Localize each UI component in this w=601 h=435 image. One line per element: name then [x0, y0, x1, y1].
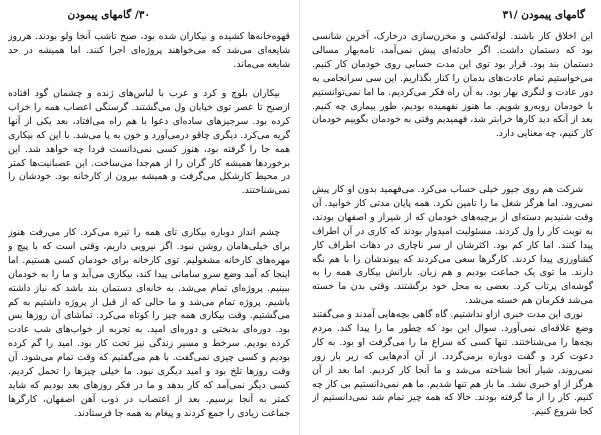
paragraph: بیکاران بلوچ و کرد و عرب با لباس‌های ژنده و چشمان گود افتاده ازصبح تا عصر توی خیابان ول می‌گشتند. گرسنگی اعصاب همه را خراب کرده بود. سرجیزهای ساده‌ای دعوا با هم راه می‌افتاد، بعد یکی از آنها گریه می‌کرد. دیگری چاقو درمی‌آورد و خون به پا می‌شد. با این که بیکاری همه جا را گرفته بود، هنوز کسی نمی‌دانست فردا چه خواهد شد. این برخوردها همیشه کار گران را از هم‌جدا می‌ساخت. این عصبانیت‌ها کمتر در محیط کارشکل می‌گرفت و همیشه بیرون از کارخانه بود. خودشان را نمی‌شناختند.: [8, 88, 290, 197]
page-header: گامهای پیمودن /۳۱: [502, 9, 585, 21]
paragraph: شرکت هم روی جیور خیلی حساب می‌کرد. می‌فهمید بدون او کار پیش نمی‌رود. اما هرگز شغل ما را تامین نکرد. همه پایان مدتی کار خوابید. آن وقت شنیدیم دسته‌ای از برچیه‌های خودمان که از شیراز و اصفهان بودند، به نوبت کار را ول کردند. مسئولیت امیدوار بودند که کاری در آن اطراف پیدا کنند. اما کار کم بود. اکثرشان از سر ناچاری در دهات اطراف کار کشاورزی پیدا کردند. کارگرها سعی می‌کردند که پیوندشان را با هم نگه دارند. ما توی یک جماعت بودیم و هم زبان. بارانش بیکاری همه را به گوشه‌ای پرتاب کرد. بعضی به محل خود برگشتند. وقتی بدن ما خسته می‌شد فکرمان هم خسته می‌شد.: [312, 184, 593, 306]
paragraph: قهوه‌خانه‌ها کشیده و بیکاران شده بود، صبح تاشب آنجا ولو بودند. هرروز شایعه‌ای می‌شد که می‌خواهند پروژه‌ای اجرا کنند. اما همیشه در حد شایعه می‌ماند.: [8, 31, 290, 70]
right-page: [300, 0, 601, 435]
paragraph: چشم انداز دوباره بیکاری تای همه را تیره می‌کرد. کار می‌رفت هنوز برای خیلی‌هامان روشن نبود. اگر نیرویی داریم، وقتی است که با پیچ و مهره‌های کارخانه مشغولیم. توی کارخانه برای خودمان کسی هستیم. اما اینجا که آمد وضع سرو سامانی پیدا کند، بیکاری می‌آید و ما را به خودمان ببینیم. پروژه‌ای تمام می‌شد. به خانه‌ای دستمان بند باشد که نیاز داشته باشیم. پروژه تمام می‌شد و ما حالی که از قبل از پروژه داشتیم به کم می‌گشتیم. وقت بیکاری همه چیز را کوتاه می‌کرد. تماشای آن روزها بس بود. دوره‌ای بدبختی و دوره‌ای امید. به تجربه از خواب‌های شب عادت کرده بودیم. سرخط و مسیر زندگی نیز تحت کار بود. امید را گم کرده بودیم و کسی چیزی نمی‌گفت. با هم می‌گفتیم که وقت تمام می‌شود. آن وقت روزها تلخ بود و امید دیگری نبود. ما خیلی چیزها را تحمل کردیم. کسی دیگر نمی‌آمد که کار بدهد و ما در فکر روزهای بعد بودیم که شاید کمتر به آنجا برسیم. بعد از اعتصاب در ذوب آهن اصفهان، کارگرها جماعت زیادی را جمع کردند و پیغام به همه جا فرستادند.: [8, 227, 290, 419]
paragraph: این اخلاق کار باشند. لوله‌کشی و مخزن‌سازی درخارک، آخرین شانسی بود که دستمان داشت. اگر حادثه‌ای پیش نمی‌آمد، تامه‌بهار مسالی دستمان بند بود. قرار بود توی این مدت حسابی روی خودمان کار کنیم. می‌خواستیم تمام عادت‌های بدمان را کنار بگذاریم. این سی سرانجامی به دور عادت و لنگری بهار بود. به آن راه فکر می‌کردیم. ما اما نمی‌توانستیم با خودمان روبه‌رو شویم. ما هنوز نفهمیده بودیم، طور بیماری چه کنیم. بعد از آنکه دید کارها خرابتر شد، فهمیدیم وقتی به خودمان بگوییم خودمان کار کنیم، چه معنایی دارد.: [312, 31, 593, 140]
page-header: ۳۰/ گامهای پیمودن: [67, 9, 150, 21]
left-page: [0, 0, 300, 435]
paragraph: نوری این مدت خبری ازاو نداشتیم. گاه گاهی بچه‌هایی آمدند و می‌گفتند وضع علاقه‌ای نمی‌آورد. سوال این بود که چطور ما را پیدا کند. مردم بچه‌ها را می‌شناختند. تنها کسی که سراغ ما را می‌گرفت او بود. به کار دعوت کرد و گفت دوباره برمی‌گردد. از آن آدم‌هایی که زیر بار زور نمی‌روند. شیار آنجا شناخته می‌شد و ما آنجا کار کردیم. اما بعد از آن هرگز از او خبری نشد. ما باز هم تنها شدیم. ما هم نمی‌دانستیم بی کار چه کنیم. کار را از ما گرفته بودند. حالا که همه چیز تمام شد نمی‌دانستیم از کجا شروع کنیم.: [312, 309, 593, 418]
